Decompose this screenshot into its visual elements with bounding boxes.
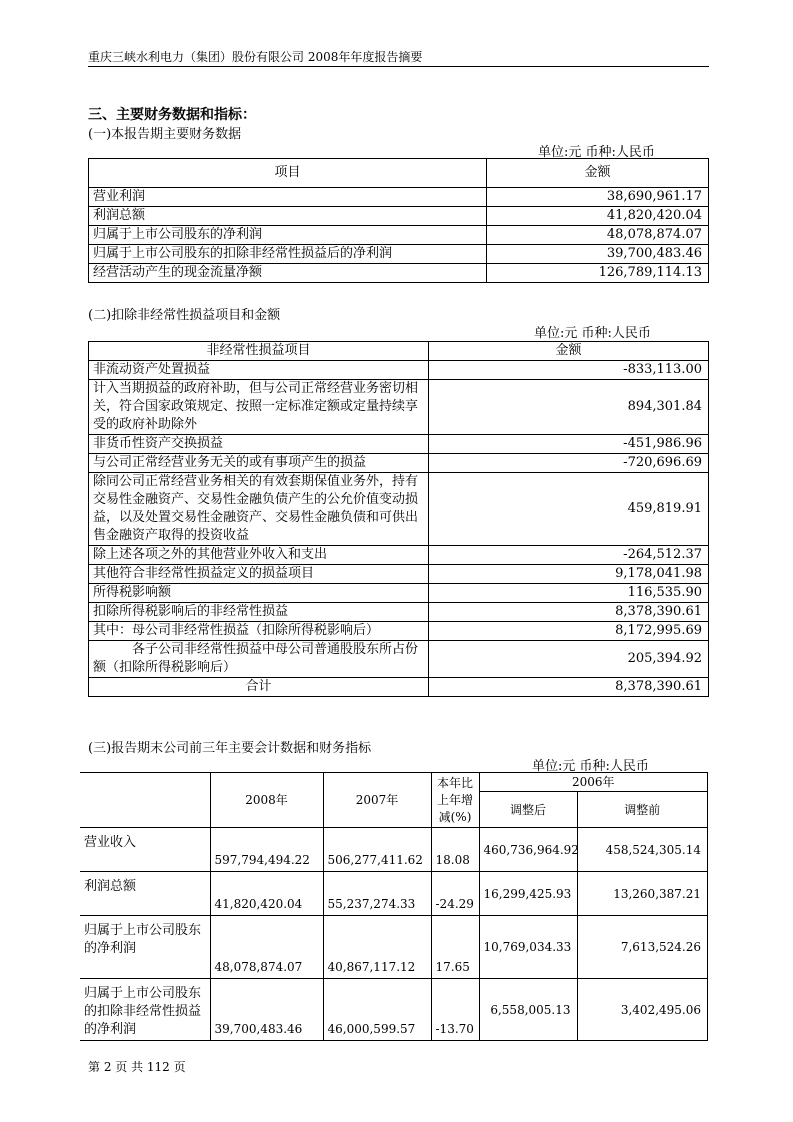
amount-value: -264,512.37: [429, 546, 709, 565]
amount-value: 126,789,114.13: [487, 264, 709, 283]
column-header: 非经常性损益项目: [89, 342, 429, 361]
item-label: 非流动资产处置损益: [89, 361, 429, 380]
amount-value: 8,378,390.61: [429, 678, 709, 697]
value-2006-before-adjustment: 13,260,387.21: [577, 872, 708, 916]
amount-value: 8,172,995.69: [429, 622, 709, 641]
section-title: 三、主要财务数据和指标：: [88, 107, 256, 123]
table-row: [89, 264, 709, 283]
item-label: 归属于上市公司股东的扣除非经常性损益的净利润: [80, 979, 210, 1041]
table-row: [89, 245, 709, 264]
table-header-row: [89, 159, 709, 188]
item-label: 归属于上市公司股东的净利润: [89, 226, 487, 245]
column-header: 2007年: [323, 773, 431, 828]
value-2006-before-adjustment: 3,402,495.06: [577, 979, 708, 1041]
table-row: [80, 828, 708, 872]
value-2008: 597,794,494.22: [210, 828, 323, 872]
part2-title: (二)扣除非经常性损益项目和金额: [88, 308, 281, 323]
item-label: 营业利润: [89, 188, 487, 207]
value-2006-adjusted: 10,769,034.33: [479, 916, 577, 979]
three-year-data-table: [80, 772, 708, 1041]
table-row: [80, 979, 708, 1041]
column-header: 金额: [429, 342, 709, 361]
value-2006-before-adjustment: 458,524,305.14: [577, 828, 708, 872]
table-header-row: [80, 773, 708, 792]
table-row: [89, 603, 709, 622]
column-header: 项目: [89, 159, 487, 188]
amount-value: 48,078,874.07: [487, 226, 709, 245]
table-row: [89, 380, 709, 435]
table-row: [89, 454, 709, 473]
item-label: 所得税影响额: [89, 584, 429, 603]
value-2006-adjusted: 460,736,964.92: [479, 828, 577, 872]
header-divider: [88, 66, 709, 67]
amount-value: -451,986.96: [429, 435, 709, 454]
table-row: [80, 872, 708, 916]
column-header: 2008年: [210, 773, 323, 828]
table-row: [89, 622, 709, 641]
value-2006-before-adjustment: 7,613,524.26: [577, 916, 708, 979]
item-label: 其中：母公司非经常性损益（扣除所得税影响后）: [89, 622, 429, 641]
amount-value: 41,820,420.04: [487, 207, 709, 226]
column-header: 2006年: [479, 773, 708, 792]
table-row: [89, 207, 709, 226]
table-row: [89, 361, 709, 380]
value-2007: 506,277,411.62: [323, 828, 431, 872]
table-row: [89, 435, 709, 454]
table-row: [80, 916, 708, 979]
main-financial-data-table: [88, 158, 709, 283]
table-row: [89, 584, 709, 603]
item-label: 扣除所得税影响后的非经常性损益: [89, 603, 429, 622]
value-2007: 46,000,599.57: [323, 979, 431, 1041]
amount-value: -720,696.69: [429, 454, 709, 473]
item-label: 计入当期损益的政府补助，但与公司正常经营业务密切相关，符合国家政策规定、按照一定标准定额或定量持续享受的政府补助除外: [89, 380, 429, 435]
amount-value: 9,178,041.98: [429, 565, 709, 584]
amount-value: 459,819.91: [429, 473, 709, 546]
table-row: [89, 473, 709, 546]
table-row: [89, 565, 709, 584]
table-row: [89, 641, 709, 678]
part1-title: (一)本报告期主要财务数据: [88, 127, 242, 142]
amount-value: 8,378,390.61: [429, 603, 709, 622]
value-2007: 40,867,117.12: [323, 916, 431, 979]
amount-value: 205,394.92: [429, 641, 709, 678]
value-2006-adjusted: 16,299,425.93: [479, 872, 577, 916]
column-header: 金额: [487, 159, 709, 188]
amount-value: 39,700,483.46: [487, 245, 709, 264]
amount-value: -833,113.00: [429, 361, 709, 380]
table-header-row: [89, 342, 709, 361]
column-header: 本年比上年增减(%): [431, 773, 479, 828]
item-label: 利润总额: [89, 207, 487, 226]
table-row: [89, 546, 709, 565]
item-label: 与公司正常经营业务无关的或有事项产生的损益: [89, 454, 429, 473]
non-recurring-items-table: [88, 341, 709, 697]
document-header: 重庆三峡水利电力（集团）股份有限公司 2008年年度报告摘要: [88, 50, 423, 64]
item-label: 归属于上市公司股东的扣除非经常性损益后的净利润: [89, 245, 487, 264]
change-percent: 17.65: [431, 916, 479, 979]
value-2008: 48,078,874.07: [210, 916, 323, 979]
item-label: 各子公司非经常性损益中母公司普通股股东所占份额（扣除所得税影响后）: [89, 641, 429, 678]
column-header-empty: [80, 773, 210, 828]
table-row: [89, 226, 709, 245]
amount-value: 116,535.90: [429, 584, 709, 603]
change-percent: 18.08: [431, 828, 479, 872]
amount-value: 38,690,961.17: [487, 188, 709, 207]
item-label: 非货币性资产交换损益: [89, 435, 429, 454]
item-label: 合计: [89, 678, 429, 697]
item-label: 营业收入: [80, 828, 210, 872]
item-label: 经营活动产生的现金流量净额: [89, 264, 487, 283]
page-footer: 第 2 页 共 112 页: [88, 1060, 186, 1074]
column-header: 调整前: [577, 792, 708, 828]
table-row: [89, 188, 709, 207]
value-2008: 39,700,483.46: [210, 979, 323, 1041]
item-label: 除上述各项之外的其他营业外收入和支出: [89, 546, 429, 565]
part2-unit: 单位:元 币种:人民币: [534, 326, 651, 341]
item-label: 其他符合非经常性损益定义的损益项目: [89, 565, 429, 584]
item-label: 利润总额: [80, 872, 210, 916]
part3-unit: 单位:元 币种:人民币: [532, 759, 649, 774]
column-header: 调整后: [479, 792, 577, 828]
change-percent: -13.70: [431, 979, 479, 1041]
table-row: [89, 678, 709, 697]
value-2007: 55,237,274.33: [323, 872, 431, 916]
part3-title: (三)报告期末公司前三年主要会计数据和财务指标: [88, 741, 372, 756]
item-label: 归属于上市公司股东的净利润: [80, 916, 210, 979]
part1-unit: 单位:元 币种:人民币: [538, 145, 655, 160]
value-2006-adjusted: 6,558,005.13: [479, 979, 577, 1041]
item-label: 除同公司正常经营业务相关的有效套期保值业务外，持有交易性金融资产、交易性金融负债产生的公允价值变动损益，以及处置交易性金融资产、交易性金融负债和可供出售金融资产取得的投资收益: [89, 473, 429, 546]
amount-value: 894,301.84: [429, 380, 709, 435]
value-2008: 41,820,420.04: [210, 872, 323, 916]
change-percent: -24.29: [431, 872, 479, 916]
